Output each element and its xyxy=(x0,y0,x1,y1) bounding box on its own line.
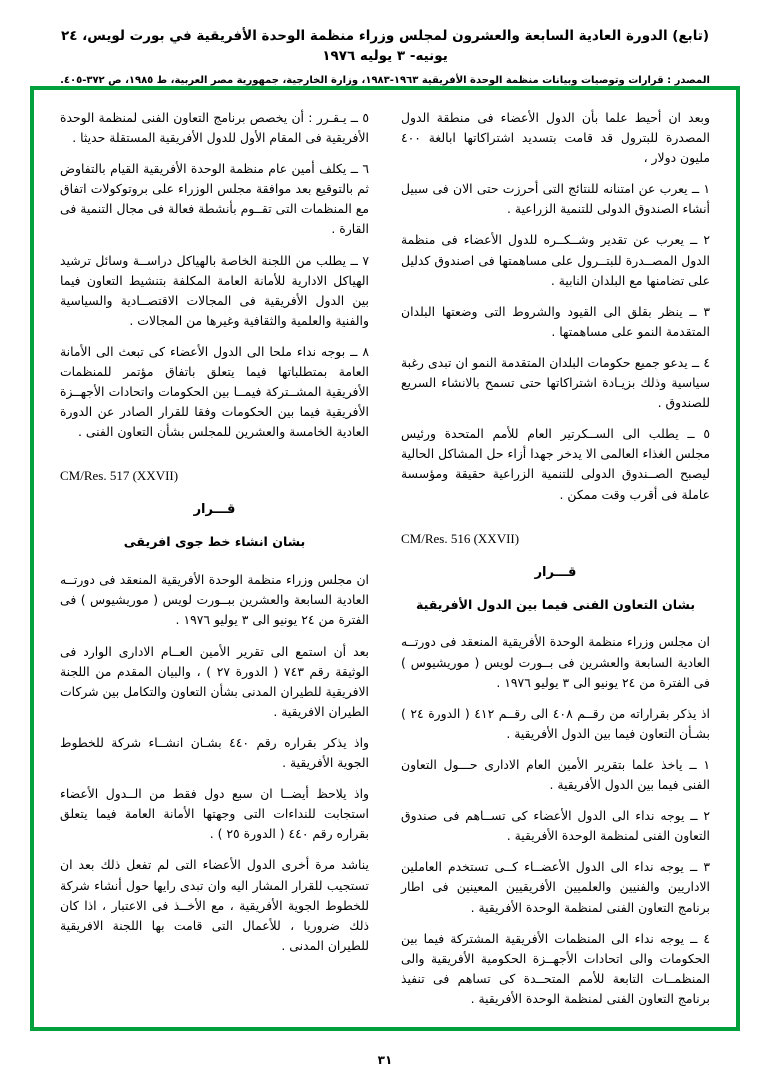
two-column-layout xyxy=(34,90,736,1027)
paragraph-item: ٧ ــ يطلب من اللجنة الخاصة بالهياكل دراســة وسائل ترشيد الهياكل الادارية للأمانة العامة المكلفة بتنشيط التعاون فيما بين الدول الأفريقية فى المجالات الاقتصــادية والسياسية والفنية والعلمية والثقافية وغيرها من المجالات . xyxy=(60,252,369,328)
resolution-id: CM/Res. 516 (XXVII) xyxy=(401,530,520,546)
paragraph-item: ٤ ــ يدعو جميع حكومات البلدان المتقدمة النمو ان تبدى رغبة سياسية وذلك بزيـادة اشتراكاتها حتى تسمح بالانشاء السريع للصندوق . xyxy=(401,354,710,411)
column-right xyxy=(385,108,716,1013)
page-number: ٣١ xyxy=(377,1053,393,1067)
resolution-heading: قـــرار xyxy=(534,564,577,580)
paragraph-body: بعد أن استمع الى تقرير الأمين العــام الادارى الوارد فى الوثيقة رقم ٧٤٣ ( الدورة ٢٧ ) ، والبيان المقدم من اللجنة الافريقية للطيران المدنى بشأن التعاون والتكامل بين شركات الطيران الافريقية . xyxy=(60,643,370,719)
resolution-subject: بشان التعاون الفنى فيما بين الدول الأفريقية xyxy=(415,596,696,612)
paragraph-body: واذ يذكر بقراره رقم ٤٤٠ بشـان انشــاء شركة للخطوط الجوية الأفريقية . xyxy=(60,734,369,771)
paragraph-body: اذ يذكر بقراراته من رقــم ٤٠٨ الى رقــم ٤١٢ ( الدورة ٢٤ ) بشـأن التعاون فيما بين الدول الأفريقية . xyxy=(401,705,710,741)
paragraph-item: ٦ ــ يكلف أمين عام منظمة الوحدة الأفريقية القيام بالتفاوض ثم بالتوقيع بعد موافقة مجلس الوزراء على بروتوكولات اتفاق مع المنظمات التى تقــوم بأنشطة فعالة فى مجال التنمية فى القارة . xyxy=(60,161,369,237)
column-left xyxy=(54,108,385,1013)
paragraph-body: ان مجلس وزراء منظمة الوحدة الأفريقية المنعقد فى دورتــه العادية السابعة والعشرين فى بــورت لويس ( موريشيوس ) فى الفترة من ٢٤ يونيو الى ٣ يوليو ١٩٧٦ . xyxy=(401,634,710,690)
paragraph-body: يناشد مرة أخرى الدول الأعضاء التى لم تفعل ذلك بعد ان تستجيب للقرار المشار اليه وان تبدى رايها حول أنشاء شركة للخطوط الجوية الأفريقية ، مع الأخــذ فى الاعتبار ، اذا كان ذلك ضروريا ، للأعمال التى قامت بها اللجنة الافريقية للطيران المدنى . xyxy=(60,857,369,953)
paragraph-body: ٢ ــ يوجه نداء الى الدول الأعضاء كى تســاهم فى صندوق التعاون الفنى لمنظمة الوحدة الأفريقية . xyxy=(401,808,710,844)
paragraph-body: ١ ــ ياخذ علما بتقرير الأمين العام الادارى حـــول التعاون الفنى فيما بين الدول الأفريقية . xyxy=(401,756,710,793)
paragraph-item: ١ ــ يعرب عن امتنانه للنتائج التى أحرزت حتى الان فى سبيل أنشاء الصندوق الدولى للتنمية الزراعية . xyxy=(401,181,710,217)
page-title: (تابع) الدورة العادية السابعة والعشرون لمجلس وزراء منظمة الوحدة الأفريقية في بورت لويس، ٢٤ يونيه- ٣ يوليه ١٩٧٦ xyxy=(60,28,710,65)
paragraph-item: ٥ ــ يـقـرر : أن يخصص برنامج التعاون الفنى لمنظمة الوحدة الأفريقية فى المقام الأول للدول الأفريقية المستقلة حديثا . xyxy=(60,110,369,146)
paragraph-item: ٥ ــ يطلب الى الســكرتير العام للأمم المتحدة ورئيس مجلس الغذاء العالمى الا يدخر جهدا أزاء حل المشاكل الحالية ليصبح الصــندوق الدولى للتنمية الزراعية حقيقة ومؤسسة عاملة فى أقرب وقت ممكن . xyxy=(401,426,710,502)
resolution-subject: بشان انشاء خط جوى افريقى xyxy=(123,534,306,550)
page-header xyxy=(0,0,770,88)
paragraph-body: ان مجلس وزراء منظمة الوحدة الأفريقية المنعقد فى دورتــه العادية السابعة والعشرين ببــورت لويس ( موريشيوس ) فى الفترة من ٢٤ يونيو الى ٣ يوليو ١٩٧٦ . xyxy=(60,572,369,628)
content-frame xyxy=(30,86,740,1031)
paragraph-intro: وبعد ان أحيط علما بأن الدول الأعضاء فى منطقة الدول المصدرة للبترول قد قامت بتسديد اشتراكاتها ابالغة ٤٠٠ مليون دولار ، xyxy=(401,110,710,166)
paragraph-item: ٨ ــ بوجه نداء ملحا الى الدول الأعضاء كى تبعث الى الأمانة العامة بمتطلباتها فيما يتعلق باتفاق مؤتمر للمنظمات الأفريقية المشــتركة فيمــا بين الحكومات واتحادات الأجهــزة الأفريقية فيما بين الحكومات وفقا للقرار الصادر عن الدورة العادية الخامسة والعشرين للمجلس بشأن التعاون الفنى . xyxy=(60,343,369,440)
paragraph-body: ٤ ــ يوجه نداء الى المنظمات الأفريقية المشتركة فيما بين الحكومات والى اتحادات الأجهــزة الحكومية الأفريقية والى المنظمــات التابعة للأمم المتحــدة كى تساهم فى تنفيذ برنامج التعاون الفنى لمنظمة الوحدة الأفريقية . xyxy=(401,930,710,1006)
source-line: المصدر : قرارات وتوصيات وبيانات منظمة الوحدة الأفريقية ١٩٦٣-١٩٨٣، وزارة الخارجية، جمهورية مصر العربية، ط ١٩٨٥، ص ٣٧٢-٤٠٥. xyxy=(60,74,710,86)
paragraph-item: ٢ ــ يعرب عن تقدير وشــكــره للدول الأعضاء فى منظمة الدول المصــدرة للبتــرول على مساهمتها فى اصندوق كدليل على تضامنها مع البلدان النابية . xyxy=(401,232,710,288)
paragraph-item: ٣ ــ ينظر بقلق الى القيود والشروط التى وضعتها البلدان المتقدمة النمو على مساهمتها . xyxy=(401,303,710,339)
paragraph-body: ٣ ــ يوجه نداء الى الدول الأعضــاء كــى تستخدم العاملين الاداريين والفنيين والعلميين الأفريقيين المعينين فى اطار برنامج التعاون الفنى لمنظمة الوحدة الأفريقية . xyxy=(401,859,710,915)
paragraph-body: واذ يلاحظ أيضــا ان سبع دول فقط من الــدول الأعضاء استجابت للنداءات التى وجهتها الأمانة العامة فيما يتعلق بقراره رقم ٤٤٠ ( الدورة ٢٥ ) . xyxy=(60,786,369,842)
resolution-id: CM/Res. 517 (XXVII) xyxy=(60,468,179,484)
resolution-heading: قـــرار xyxy=(193,502,236,518)
